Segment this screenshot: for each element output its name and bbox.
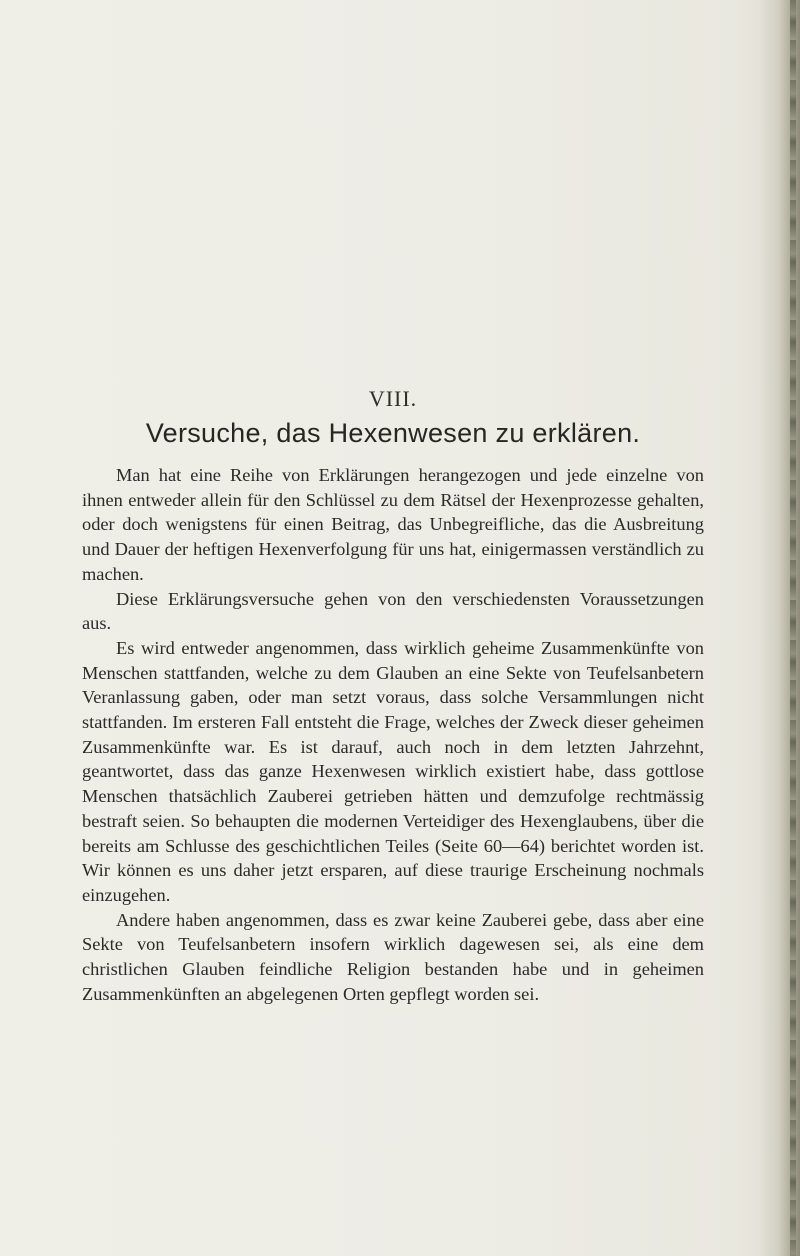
page-edge-binding <box>760 0 800 1256</box>
paragraph-1: Man hat eine Reihe von Erklärungen herangezogen und jede einzelne von ihnen entweder allein für den Schlüssel zu dem Rätsel der Hexenprozesse gehalten, oder doch wenigstens für einen Beitrag, das Unbegreifliche, das die Ausbreitung und Dauer der heftigen Hexenverfolgung für uns hat, einigermassen verständlich zu machen. <box>82 465 704 584</box>
paragraph-4: Andere haben angenommen, dass es zwar keine Zauberei gebe, dass aber eine Sekte von Teufelsanbetern insofern wirklich dagewesen sei, als eine dem christlichen Glauben feindliche Religion bestanden habe und in geheimen Zusammenkünften an abgelegenen Orten gepflegt worden sei. <box>82 909 704 1004</box>
paragraph-3: Es wird entweder angenommen, dass wirklich geheime Zusammenkünfte von Menschen stattfanden, welche zu dem Glauben an eine Sekte von Teufelsanbetern Veranlassung gaben, oder man setzt voraus, dass solche Versammlungen nicht stattfanden. Im ersteren Fall entsteht die Frage, welches der Zweck dieser geheimen Zusammenkünfte war. Es ist darauf, auch noch in dem letzten Jahrzehnt, geantwortet, dass das ganze Hexenwesen wirklich existiert habe, dass gottlose Menschen thatsächlich Zauberei getrieben hätten und demzufolge rechtmässig bestraft seien. So behaupten die modernen Verteidiger des Hexenglaubens, über die bereits am Schlusse des geschichtlichen Teiles (Seite 60—64) berichtet worden ist. Wir können es uns daher jetzt ersparen, auf diese traurige Erscheinung nochmals einzugehen. <box>82 637 704 905</box>
page-content <box>82 386 704 1006</box>
binding-strip <box>790 0 796 1256</box>
paragraph-2: Diese Erklärungsversuche gehen von den verschiedensten Voraussetzungen aus. <box>82 588 704 634</box>
chapter-title: Versuche, das Hexenwesen zu erklären. <box>145 418 641 448</box>
chapter-number: VIII. <box>368 386 418 411</box>
